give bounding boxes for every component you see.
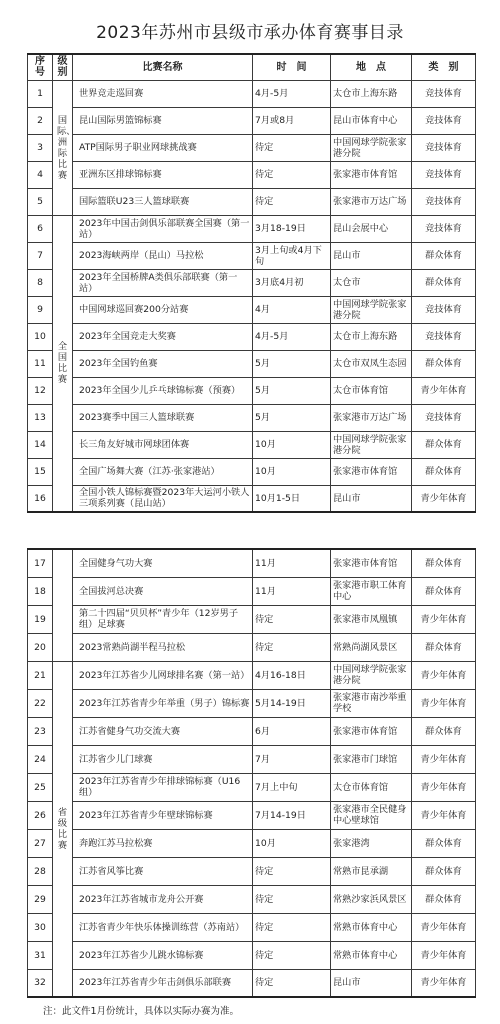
event-time: 10月 <box>253 431 331 458</box>
event-time: 4月-5月 <box>253 323 331 350</box>
event-category: 青少年体育 <box>412 689 476 717</box>
level-group-cell <box>53 549 73 661</box>
event-category: 竞技体育 <box>412 215 476 242</box>
event-time: 3月18-19日 <box>253 215 331 242</box>
row-number: 14 <box>28 431 53 458</box>
event-place: 张家港市体育馆 <box>331 717 412 745</box>
event-place: 张家港市体育馆 <box>331 549 412 577</box>
event-name: 昆山国际男篮锦标赛 <box>73 107 253 134</box>
event-place: 太仓市上海东路 <box>331 80 412 107</box>
event-name: 2023海峡两岸（昆山）马拉松 <box>73 242 253 269</box>
event-name: 2023年江苏省青少年举重（男子）锦标赛 <box>73 689 253 717</box>
event-category: 群众体育 <box>412 577 476 605</box>
row-number: 32 <box>28 969 53 997</box>
table-row <box>28 829 476 857</box>
event-time: 待定 <box>253 885 331 913</box>
event-category: 竞技体育 <box>412 107 476 134</box>
event-name: 第二十四届“贝贝杯”青少年（12岁男子组）足球赛 <box>73 605 253 633</box>
event-name: 江苏省青少年快乐体操训练营（苏南站） <box>73 913 253 941</box>
level-group-label: 国际、洲际比赛 <box>57 114 76 181</box>
table-row <box>28 134 476 161</box>
event-time: 4月16-18日 <box>253 661 331 689</box>
row-number: 15 <box>28 458 53 485</box>
table-row <box>28 188 476 215</box>
row-number: 22 <box>28 689 53 717</box>
event-place: 张家港市万达广场 <box>331 404 412 431</box>
event-time: 4月 <box>253 296 331 323</box>
event-category: 竞技体育 <box>412 404 476 431</box>
table-row <box>28 689 476 717</box>
event-name: 奔跑江苏马拉松赛 <box>73 829 253 857</box>
header-place: 地 点 <box>331 54 412 80</box>
event-place: 中国网球学院张家港分院 <box>331 431 412 458</box>
table-row <box>28 377 476 404</box>
event-place: 昆山市 <box>331 485 412 512</box>
table-row <box>28 773 476 801</box>
event-place: 张家港市全民健身中心壁球馆 <box>331 801 412 829</box>
row-number: 28 <box>28 857 53 885</box>
row-number: 11 <box>28 350 53 377</box>
event-name: 2023年中国击剑俱乐部联赛全国赛（第一站） <box>73 215 253 242</box>
row-number: 16 <box>28 485 53 512</box>
table-row <box>28 969 476 997</box>
level-group-cell <box>53 215 73 512</box>
event-time: 待定 <box>253 134 331 161</box>
event-time: 待定 <box>253 605 331 633</box>
row-number: 25 <box>28 773 53 801</box>
table-row <box>28 107 476 134</box>
row-number: 2 <box>28 107 53 134</box>
event-name: 2023年全国竞走大奖赛 <box>73 323 253 350</box>
event-name: 2023年江苏省少儿跳水锦标赛 <box>73 941 253 969</box>
table-row <box>28 745 476 773</box>
event-time: 5月 <box>253 350 331 377</box>
event-name: 全国小铁人锦标赛暨2023年大运河小铁人三项系列赛（昆山站） <box>73 485 253 512</box>
event-name: 世界竞走巡回赛 <box>73 80 253 107</box>
event-place: 昆山市体育中心 <box>331 107 412 134</box>
event-category: 群众体育 <box>412 549 476 577</box>
event-category: 青少年体育 <box>412 485 476 512</box>
event-name: 2023赛季中国三人篮球联赛 <box>73 404 253 431</box>
event-name: 长三角友好城市网球团体赛 <box>73 431 253 458</box>
event-time: 10月 <box>253 829 331 857</box>
event-place: 张家港湾 <box>331 829 412 857</box>
event-category: 竞技体育 <box>412 323 476 350</box>
event-category: 青少年体育 <box>412 377 476 404</box>
event-time: 11月 <box>253 549 331 577</box>
footnote: 注：此文件1月份统计，具体以实际办赛为准。 <box>43 1006 240 1017</box>
row-number: 6 <box>28 215 53 242</box>
event-category: 群众体育 <box>412 458 476 485</box>
event-place: 张家港市体育馆 <box>331 458 412 485</box>
table-row <box>28 577 476 605</box>
row-number: 5 <box>28 188 53 215</box>
table-row <box>28 350 476 377</box>
row-number: 9 <box>28 296 53 323</box>
event-time: 待定 <box>253 161 331 188</box>
event-time: 待定 <box>253 941 331 969</box>
row-number: 23 <box>28 717 53 745</box>
event-time: 待定 <box>253 633 331 661</box>
event-name: 江苏省健身气功交流大赛 <box>73 717 253 745</box>
document-title: 2023年苏州市县级市承办体育赛事目录 <box>96 23 404 43</box>
header-time: 时 间 <box>253 54 331 80</box>
event-category: 竞技体育 <box>412 296 476 323</box>
event-name: 亚洲东区排球锦标赛 <box>73 161 253 188</box>
event-place: 常熟市昆承湖 <box>331 857 412 885</box>
event-name: 2023年全国桥牌A类俱乐部联赛（第一站） <box>73 269 253 296</box>
event-name: 2023年江苏省青少年排球锦标赛（U16组） <box>73 773 253 801</box>
event-name: 全国健身气功大赛 <box>73 549 253 577</box>
table-row <box>28 913 476 941</box>
row-number: 30 <box>28 913 53 941</box>
event-name: 江苏省风筝比赛 <box>73 857 253 885</box>
level-group-cell <box>53 80 76 215</box>
event-time: 5月14-19日 <box>253 689 331 717</box>
event-category: 群众体育 <box>412 829 476 857</box>
row-number: 12 <box>28 377 53 404</box>
event-category: 竞技体育 <box>412 80 476 107</box>
event-place: 太仓市体育馆 <box>331 377 412 404</box>
row-number: 21 <box>28 661 53 689</box>
table-row <box>28 801 476 829</box>
event-time: 待定 <box>253 857 331 885</box>
row-number: 1 <box>28 80 53 107</box>
event-name: 2023年全国钓鱼赛 <box>73 350 253 377</box>
event-name: 国际篮联U23三人篮球联赛 <box>73 188 253 215</box>
row-number: 19 <box>28 605 53 633</box>
table-row <box>28 458 476 485</box>
event-time: 7月或8月 <box>253 107 331 134</box>
event-time: 7月 <box>253 745 331 773</box>
row-number: 24 <box>28 745 53 773</box>
row-number: 7 <box>28 242 53 269</box>
event-category: 青少年体育 <box>412 913 476 941</box>
row-number: 20 <box>28 633 53 661</box>
event-time: 7月14-19日 <box>253 801 331 829</box>
row-number: 31 <box>28 941 53 969</box>
event-place: 常熟市体育中心 <box>331 941 412 969</box>
event-time: 5月 <box>253 404 331 431</box>
table-row <box>28 485 476 512</box>
header-name: 比赛名称 <box>73 54 253 80</box>
event-place: 中国网球学院张家港分院 <box>331 296 412 323</box>
event-place: 昆山市 <box>331 969 412 997</box>
event-time: 待定 <box>253 913 331 941</box>
event-category: 群众体育 <box>412 885 476 913</box>
event-category: 青少年体育 <box>412 745 476 773</box>
event-name: 中国网球巡回赛200分站赛 <box>73 296 253 323</box>
table-row <box>28 857 476 885</box>
level-group-label: 全国比赛 <box>57 341 68 386</box>
event-place: 张家港市南沙举重学校 <box>331 689 412 717</box>
row-number: 3 <box>28 134 53 161</box>
table-row <box>28 717 476 745</box>
event-name: 全国拔河总决赛 <box>73 577 253 605</box>
event-name: 2023年全国少儿乒乓球锦标赛（预赛） <box>73 377 253 404</box>
event-place: 常熟市体育中心 <box>331 913 412 941</box>
event-time: 10月1-5日 <box>253 485 331 512</box>
event-category: 青少年体育 <box>412 661 476 689</box>
event-category: 竞技体育 <box>412 161 476 188</box>
event-place: 常熟尚湖风景区 <box>331 633 412 661</box>
event-time: 7月上中旬 <box>253 773 331 801</box>
table-row <box>28 941 476 969</box>
event-time: 6月 <box>253 717 331 745</box>
row-number: 13 <box>28 404 53 431</box>
events-table-part-2 <box>27 548 476 998</box>
event-place: 常熟沙家浜风景区 <box>331 885 412 913</box>
table-row <box>28 661 476 689</box>
event-category: 竞技体育 <box>412 188 476 215</box>
table-row <box>28 161 476 188</box>
table-row <box>28 80 476 107</box>
event-place: 昆山市 <box>331 242 412 269</box>
table-row <box>28 323 476 350</box>
event-time: 10月 <box>253 458 331 485</box>
event-time: 3月底4月初 <box>253 269 331 296</box>
event-time: 4月-5月 <box>253 80 331 107</box>
event-time: 待定 <box>253 188 331 215</box>
event-name: 2023常熟尚湖半程马拉松 <box>73 633 253 661</box>
event-place: 张家港市体育馆 <box>331 161 412 188</box>
row-number: 18 <box>28 577 53 605</box>
events-table-part-1 <box>27 53 476 513</box>
event-name: 2023年江苏省城市龙舟公开赛 <box>73 885 253 913</box>
event-category: 群众体育 <box>412 431 476 458</box>
event-name: 2023年江苏省青少年击剑俱乐部联赛 <box>73 969 253 997</box>
event-time: 5月 <box>253 377 331 404</box>
table-row <box>28 296 476 323</box>
level-group-label: 省级比赛 <box>57 806 68 851</box>
event-category: 群众体育 <box>412 857 476 885</box>
header-level: 级别 <box>53 54 73 80</box>
row-number: 10 <box>28 323 53 350</box>
event-category: 群众体育 <box>412 633 476 661</box>
event-category: 青少年体育 <box>412 773 476 801</box>
event-place: 太仓市 <box>331 269 412 296</box>
table-row <box>28 404 476 431</box>
event-place: 太仓市上海东路 <box>331 323 412 350</box>
event-category: 群众体育 <box>412 350 476 377</box>
event-place: 中国网球学院张家港分院 <box>331 134 412 161</box>
table-row <box>28 242 476 269</box>
event-category: 群众体育 <box>412 717 476 745</box>
event-name: ATP国际男子职业网球挑战赛 <box>73 134 253 161</box>
table-row <box>28 605 476 633</box>
event-name: 2023年江苏省少儿网球排名赛（第一站） <box>73 661 253 689</box>
table-row <box>28 269 476 296</box>
event-category: 青少年体育 <box>412 801 476 829</box>
event-place: 张家港市凤凰镇 <box>331 605 412 633</box>
event-time: 待定 <box>253 969 331 997</box>
event-name: 2023年江苏省青少年壁球锦标赛 <box>73 801 253 829</box>
event-place: 太仓市双凤生态园 <box>331 350 412 377</box>
event-place: 昆山会展中心 <box>331 215 412 242</box>
row-number: 17 <box>28 549 53 577</box>
event-place: 张家港市门球馆 <box>331 745 412 773</box>
table-row <box>28 633 476 661</box>
table-row <box>28 885 476 913</box>
table-row <box>28 215 476 242</box>
row-number: 27 <box>28 829 53 857</box>
event-category: 青少年体育 <box>412 969 476 997</box>
event-place: 太仓市体育馆 <box>331 773 412 801</box>
header-no: 序号 <box>28 54 53 80</box>
row-number: 4 <box>28 161 53 188</box>
header-type: 类 别 <box>412 54 476 80</box>
row-number: 26 <box>28 801 53 829</box>
event-time: 11月 <box>253 577 331 605</box>
event-category: 青少年体育 <box>412 941 476 969</box>
event-category: 竞技体育 <box>412 134 476 161</box>
row-number: 29 <box>28 885 53 913</box>
event-category: 群众体育 <box>412 242 476 269</box>
row-number: 8 <box>28 269 53 296</box>
event-place: 中国网球学院张家港分院 <box>331 661 412 689</box>
event-place: 张家港市职工体育中心 <box>331 577 412 605</box>
table-row <box>28 431 476 458</box>
event-time: 3月上旬或4月下旬 <box>253 242 331 269</box>
table-row <box>28 549 476 577</box>
event-category: 群众体育 <box>412 269 476 296</box>
event-category: 青少年体育 <box>412 605 476 633</box>
event-place: 张家港市万达广场 <box>331 188 412 215</box>
level-group-cell <box>53 661 73 997</box>
event-name: 江苏省少儿门球赛 <box>73 745 253 773</box>
event-name: 全国广场舞大赛（江苏·张家港站） <box>73 458 253 485</box>
